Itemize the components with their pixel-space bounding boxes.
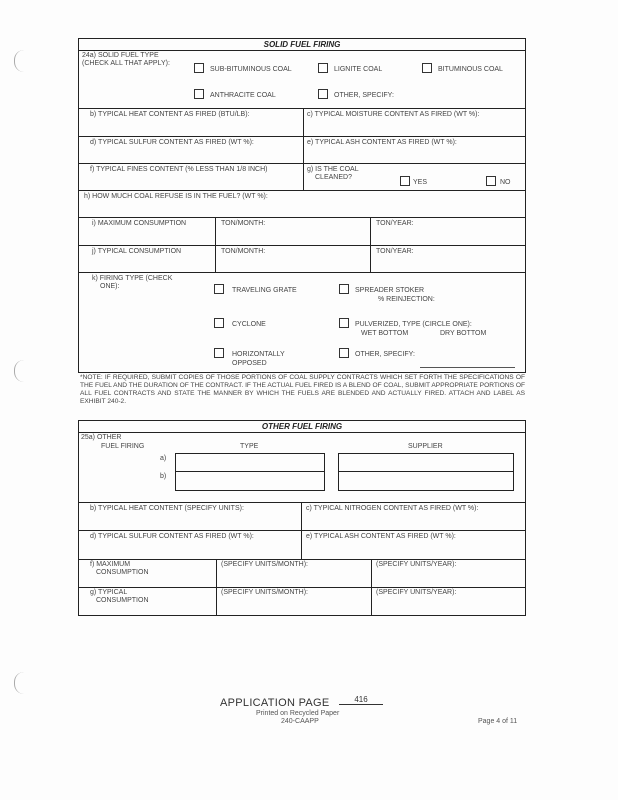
cleaned-yes-checkbox[interactable] <box>400 176 410 186</box>
q24a-label: 24a) SOLID FUEL TYPE <box>82 52 159 59</box>
option-label: ANTHRACITE COAL <box>210 92 276 99</box>
anthracite-checkbox[interactable] <box>194 89 204 99</box>
page-number: Page 4 of 11 <box>478 718 518 725</box>
sulfur-content-label: d) TYPICAL SULFUR CONTENT AS FIRED (WT %): <box>90 139 254 146</box>
option-label: SUB-BITUMINOUS COAL <box>210 66 292 73</box>
max-consumption-label: i) MAXIMUM CONSUMPTION <box>92 220 187 227</box>
firing-type-label: k) FIRING TYPE (CHECK <box>92 275 173 282</box>
ton-year-label: TON/YEAR: <box>376 220 414 227</box>
bituminous-checkbox[interactable] <box>422 63 432 73</box>
row-a-label: a) <box>160 455 167 462</box>
option-label: CYCLONE <box>232 321 266 328</box>
solid-fuel-title: SOLID FUEL FIRING <box>263 40 341 49</box>
q25a-label-2: FUEL FIRING <box>101 443 145 450</box>
recycled-paper-note: Printed on Recycled Paper <box>256 710 340 717</box>
no-label: NO <box>500 179 511 186</box>
punch-hole <box>14 50 25 72</box>
other-max-label-2: CONSUMPTION <box>96 569 149 576</box>
application-page-label: APPLICATION PAGE <box>220 697 330 709</box>
contract-note: *NOTE: IF REQUIRED, SUBMIT COPIES OF THOSE PORTIONS OF COAL SUPPLY CONTRACTS WHICH SET FORTH THE SPECIFICATIONS OF THE FUEL AND THE DURATION OF THE CONTRACT. IF THE ACTUAL FUEL FIRED IS A BLEND OF COAL, SUBMIT APPROPRIATE PORTIONS OF ALL FUEL CONTRACTS AND STATE THE MANNER BY WHICH THE FUELS ARE BLENDED AND ACTUALLY FIRED. ATTACH AND LABEL AS EXHIBIT 240-2. <box>80 374 525 405</box>
form-id: 240-CAAPP <box>281 718 319 725</box>
option-label: BITUMINOUS COAL <box>438 66 503 73</box>
type-column-header: TYPE <box>240 443 259 450</box>
option-label: TRAVELING GRATE <box>232 287 297 294</box>
ton-month-label: TON/MONTH: <box>221 220 266 227</box>
traveling-grate-checkbox[interactable] <box>214 284 224 294</box>
row-b-label: b) <box>160 473 167 480</box>
option-label: OTHER, SPECIFY: <box>334 92 394 99</box>
units-month-label: (SPECIFY UNITS/MONTH): <box>221 589 308 596</box>
lignite-checkbox[interactable] <box>318 63 328 73</box>
dry-bottom-option[interactable]: DRY BOTTOM <box>440 330 487 337</box>
yes-label: YES <box>413 179 428 186</box>
cyclone-checkbox[interactable] <box>214 318 224 328</box>
other-ash-label: e) TYPICAL ASH CONTENT AS FIRED (WT %): <box>306 533 456 540</box>
firing-type-label-2: ONE): <box>100 283 120 290</box>
cleaned-no-checkbox[interactable] <box>486 176 496 186</box>
other-fuel-title: OTHER FUEL FIRING <box>261 422 343 431</box>
option-label: OTHER, SPECIFY: <box>355 351 415 358</box>
ton-year-label: TON/YEAR: <box>376 248 414 255</box>
coal-cleaned-label: g) IS THE COAL <box>307 166 359 173</box>
typical-consumption-label: j) TYPICAL CONSUMPTION <box>92 248 182 255</box>
type-b-input[interactable] <box>176 472 324 490</box>
moisture-content-label: c) TYPICAL MOISTURE CONTENT AS FIRED (WT %): <box>307 111 480 118</box>
supplier-b-input[interactable] <box>339 472 513 490</box>
pulverized-checkbox[interactable] <box>339 318 349 328</box>
other-typical-label: g) TYPICAL <box>90 589 128 596</box>
spreader-stoker-checkbox[interactable] <box>339 284 349 294</box>
option-label: LIGNITE COAL <box>334 66 383 73</box>
other-fuel-checkbox[interactable] <box>318 89 328 99</box>
q25a-label: 25a) OTHER <box>81 434 122 441</box>
application-page-number: 416 <box>339 695 383 705</box>
other-firing-checkbox[interactable] <box>339 348 349 358</box>
other-heat-content-label: b) TYPICAL HEAT CONTENT (SPECIFY UNITS): <box>90 505 244 512</box>
horizontally-opposed-checkbox[interactable] <box>214 348 224 358</box>
units-year-label: (SPECIFY UNITS/YEAR): <box>376 589 457 596</box>
punch-hole <box>14 672 25 694</box>
q24a-sub: (CHECK ALL THAT APPLY): <box>82 60 170 67</box>
coal-cleaned-label-2: CLEANED? <box>315 174 352 181</box>
option-label-2: OPPOSED <box>232 360 267 367</box>
other-max-label: f) MAXIMUM <box>90 561 131 568</box>
ash-content-label: e) TYPICAL ASH CONTENT AS FIRED (WT %): <box>307 139 457 146</box>
supplier-column-header: SUPPLIER <box>408 443 443 450</box>
other-sulfur-label: d) TYPICAL SULFUR CONTENT AS FIRED (WT %): <box>90 533 254 540</box>
option-label: SPREADER STOKER <box>355 287 425 294</box>
punch-hole <box>14 360 25 382</box>
units-year-label: (SPECIFY UNITS/YEAR): <box>376 561 457 568</box>
type-a-input[interactable] <box>176 454 324 470</box>
wet-bottom-option[interactable]: WET BOTTOM <box>361 330 409 337</box>
other-typical-label-2: CONSUMPTION <box>96 597 149 604</box>
ton-month-label: TON/MONTH: <box>221 248 266 255</box>
other-nitrogen-label: c) TYPICAL NITROGEN CONTENT AS FIRED (WT %): <box>306 505 479 512</box>
supplier-a-input[interactable] <box>339 454 513 470</box>
units-month-label: (SPECIFY UNITS/MONTH): <box>221 561 308 568</box>
heat-content-label: b) TYPICAL HEAT CONTENT AS FIRED (BTU/LB): <box>90 111 250 118</box>
option-label: PULVERIZED, TYPE (CIRCLE ONE): <box>355 321 472 328</box>
coal-refuse-label: h) HOW MUCH COAL REFUSE IS IN THE FUEL? (WT %): <box>84 193 268 200</box>
option-label: HORIZONTALLY <box>232 351 285 358</box>
sub-bituminous-checkbox[interactable] <box>194 63 204 73</box>
reinjection-label: % REINJECTION: <box>378 296 435 303</box>
fines-content-label: f) TYPICAL FINES CONTENT (% LESS THAN 1/8 INCH) <box>90 166 268 173</box>
